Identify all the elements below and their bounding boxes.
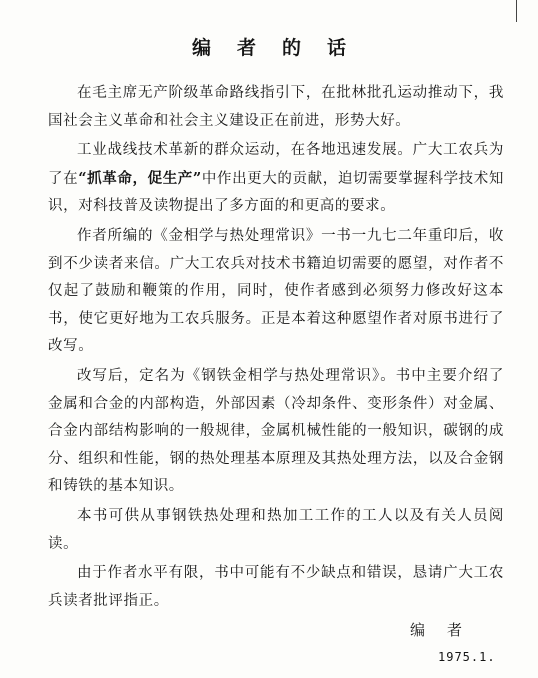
- signature-date: 1975.1.: [438, 650, 496, 664]
- paragraph-2-text-a: 工业战线技术革新的群众运动，在各地迅速发展。广大工农兵为了在: [48, 142, 504, 187]
- paragraph-2-text-b: 中作出更大的贡献，迫切需要掌握科学技术知识，对科技普及读物提出了多方面的和更高的要求。: [48, 170, 504, 215]
- paragraph-6: [48, 560, 504, 615]
- page-edge-line: [516, 0, 517, 22]
- paragraph-5: [48, 503, 504, 558]
- editor-signature: 编者: [410, 621, 485, 639]
- page-title: 编者的话: [191, 37, 372, 59]
- paragraph-4-text: 改写后，定名为《钢铁金相学与热处理常识》。书中主要介绍了金属和合金的内部构造，外部因素（冷却条件、变形条件）对金属、合金内部结构影响的一般规律，金属机械性能的一般知识，碳钢的成分、组织和性能，钢的热处理基本原理及其热处理方法，以及合金钢和铸铁的基本知识。: [48, 367, 504, 495]
- paragraph-2: [48, 137, 504, 221]
- document-body: [48, 80, 504, 617]
- paragraph-3: [48, 223, 504, 361]
- paragraph-6-text: 由于作者水平有限，书中可能有不少缺点和错误，恳请广大工农兵读者批评指正。: [48, 565, 504, 609]
- paragraph-1: [48, 80, 504, 135]
- paragraph-4: [48, 363, 504, 501]
- paragraph-3-text: 作者所编的《金相学与热处理常识》一书一九七二年重印后，收到不少读者来信。广大工农兵对技术书籍迫切需要的愿望，对作者不仅起了鼓励和鞭策的作用，同时，使作者感到必须努力修改好这本书，使它更好地为工农兵服务。正是本着这种愿望作者对原书进行了改写。: [48, 227, 504, 355]
- paragraph-1-text: 在毛主席无产阶级革命路线指引下，在批林批孔运动推动下，我国社会主义革命和社会主义建设正在前进，形势大好。: [48, 85, 504, 129]
- paragraph-2-slogan: “抓革命，促生产”: [78, 169, 202, 187]
- paragraph-5-text: 本书可供从事钢铁热处理和热加工工作的工人以及有关人员阅读。: [48, 507, 504, 552]
